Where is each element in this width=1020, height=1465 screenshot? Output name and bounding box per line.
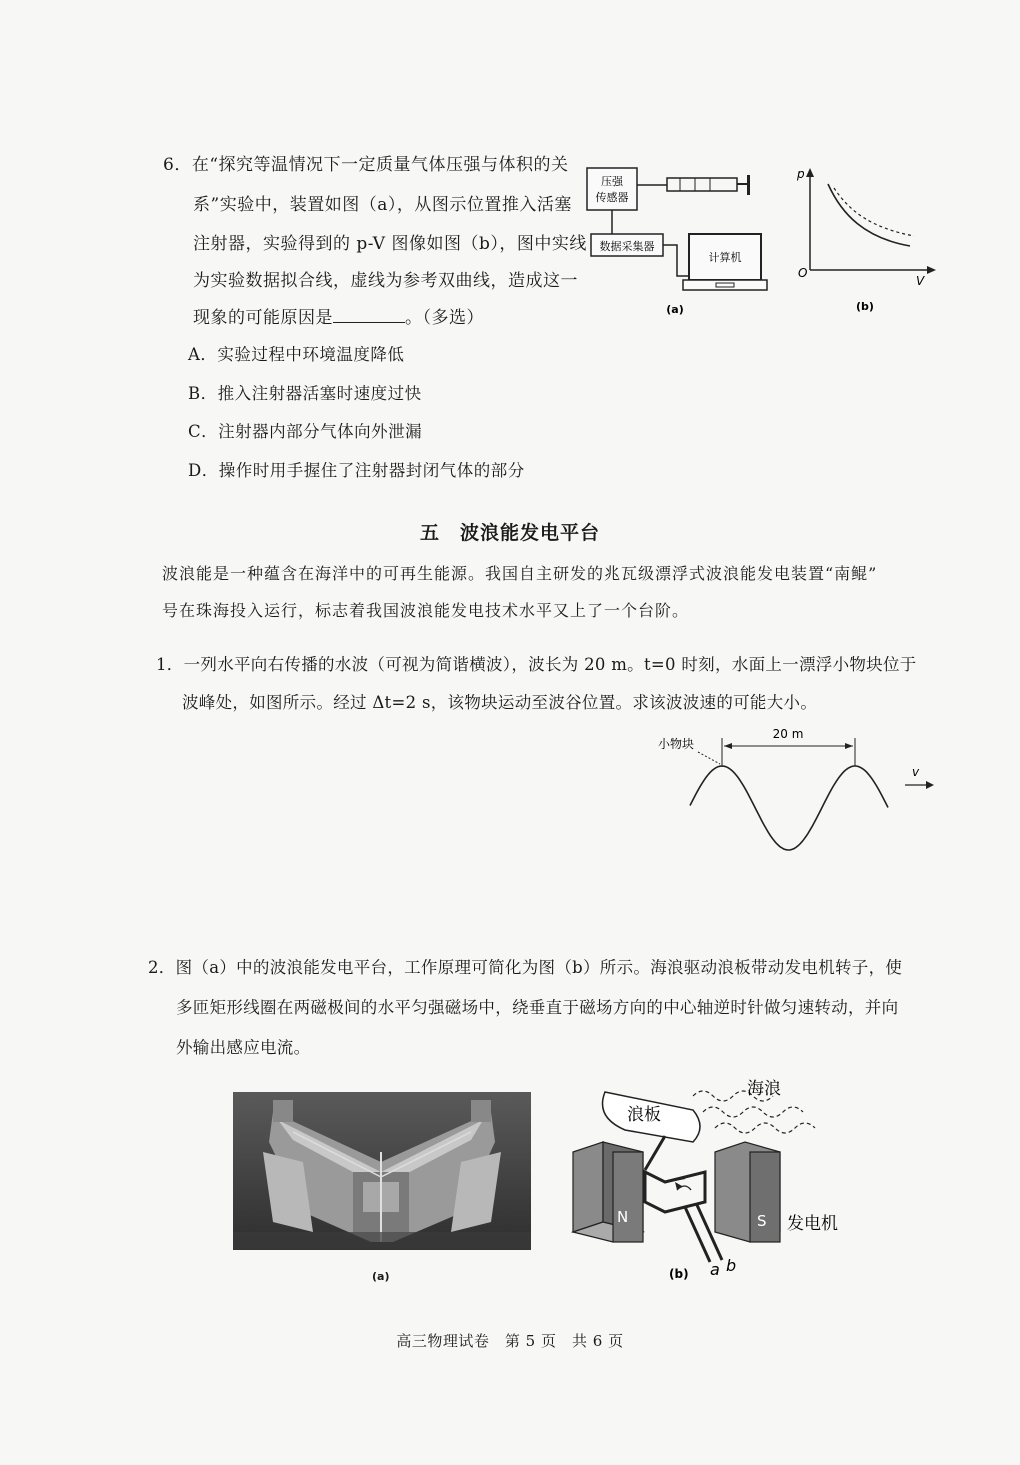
q6-option-a: A．实验过程中环境温度降低 bbox=[188, 345, 405, 364]
p-axis-label: p bbox=[797, 167, 805, 181]
answer-blank[interactable] bbox=[333, 308, 405, 323]
q6-line-3: 注射器，实验得到的 p-V 图像如图（b），图中实线 bbox=[193, 234, 587, 254]
computer-label: 计算机 bbox=[708, 251, 742, 264]
q6-figure-b bbox=[790, 160, 940, 320]
section-title: 五 波浪能发电平台 bbox=[419, 522, 600, 544]
north-pole-label: N bbox=[617, 1208, 629, 1226]
q6-line-5-post: 。（多选） bbox=[405, 308, 484, 328]
terminal-a-label: a bbox=[710, 1260, 720, 1279]
q1-line-2: 波峰处，如图所示。经过 Δt=2 s，该物块运动至波谷位置。求该波波速的可能大小。 bbox=[182, 693, 818, 712]
generator-diagram bbox=[565, 1072, 865, 1287]
q6-option-d: D．操作时用手握住了注射器封闭气体的部分 bbox=[188, 461, 525, 480]
pressure-sensor-label-2: 传感器 bbox=[595, 191, 629, 204]
block-label: 小物块 bbox=[658, 737, 695, 751]
q2-line-2: 多匝矩形线圈在两磁极间的水平匀强磁场中，绕垂直于磁场方向的中心轴逆时针做匀速转动，并向 bbox=[176, 998, 899, 1017]
q2-fig-b-caption: (b) bbox=[669, 1267, 689, 1281]
q6-figure-a bbox=[585, 158, 785, 320]
q6-line-5-pre: 现象的可能原因是 bbox=[193, 308, 333, 328]
fit-curve bbox=[828, 184, 910, 246]
fig-a-caption: (a) bbox=[666, 303, 684, 316]
sea-wave-label: 海浪 bbox=[747, 1079, 781, 1099]
v-axis-label: V bbox=[916, 274, 925, 288]
south-pole-label: S bbox=[757, 1212, 767, 1230]
q6-line-5 bbox=[193, 303, 484, 328]
generator-label: 发电机 bbox=[787, 1214, 838, 1234]
q6-option-c: C．注射器内部分气体向外泄漏 bbox=[188, 422, 423, 441]
syringe-icon bbox=[667, 175, 750, 195]
intro-line-1: 波浪能是一种蕴含在海洋中的可再生能源。我国自主研发的兆瓦级漂浮式波浪能发电装置“南鲲” bbox=[162, 564, 878, 583]
wave-curve bbox=[690, 766, 888, 850]
wave-plate-label: 浪板 bbox=[627, 1105, 661, 1125]
page-footer: 高三物理试卷 第 5 页 共 6 页 bbox=[396, 1332, 624, 1350]
q2-line-3: 外输出感应电流。 bbox=[176, 1038, 311, 1057]
q2-line-1: 2．图（a）中的波浪能发电平台，工作原理可简化为图（b）所示。海浪驱动浪板带动发电机转子，使 bbox=[148, 958, 903, 977]
fig-b-caption: (b) bbox=[856, 300, 874, 313]
q6-line-1: 6．在“探究等温情况下一定质量气体压强与体积的关 bbox=[163, 155, 569, 175]
q2-fig-a-caption: (a) bbox=[372, 1270, 390, 1283]
wave-figure bbox=[650, 720, 940, 855]
q1-line-1: 1．一列水平向右传播的水波（可视为简谐横波），波长为 20 m。t=0 时刻，水面上一漂浮小物块位于 bbox=[156, 655, 917, 674]
q6-option-b: B．推入注射器活塞时速度过快 bbox=[188, 384, 422, 403]
origin-label: O bbox=[798, 266, 808, 280]
q6-line-4: 为实验数据拟合线，虚线为参考双曲线，造成这一 bbox=[193, 271, 578, 291]
wavelength-label: 20 m bbox=[772, 727, 804, 741]
data-collector-label: 数据采集器 bbox=[599, 240, 655, 253]
intro-line-2: 号在珠海投入运行，标志着我国波浪能发电技术水平又上了一个台阶。 bbox=[162, 601, 690, 620]
terminal-b-label: b bbox=[726, 1256, 737, 1275]
pressure-sensor-label-1: 压强 bbox=[601, 175, 623, 188]
platform-photo bbox=[233, 1092, 531, 1250]
q6-line-2: 系”实验中，装置如图（a），从图示位置推入活塞 bbox=[193, 195, 572, 215]
velocity-label: v bbox=[912, 765, 920, 779]
